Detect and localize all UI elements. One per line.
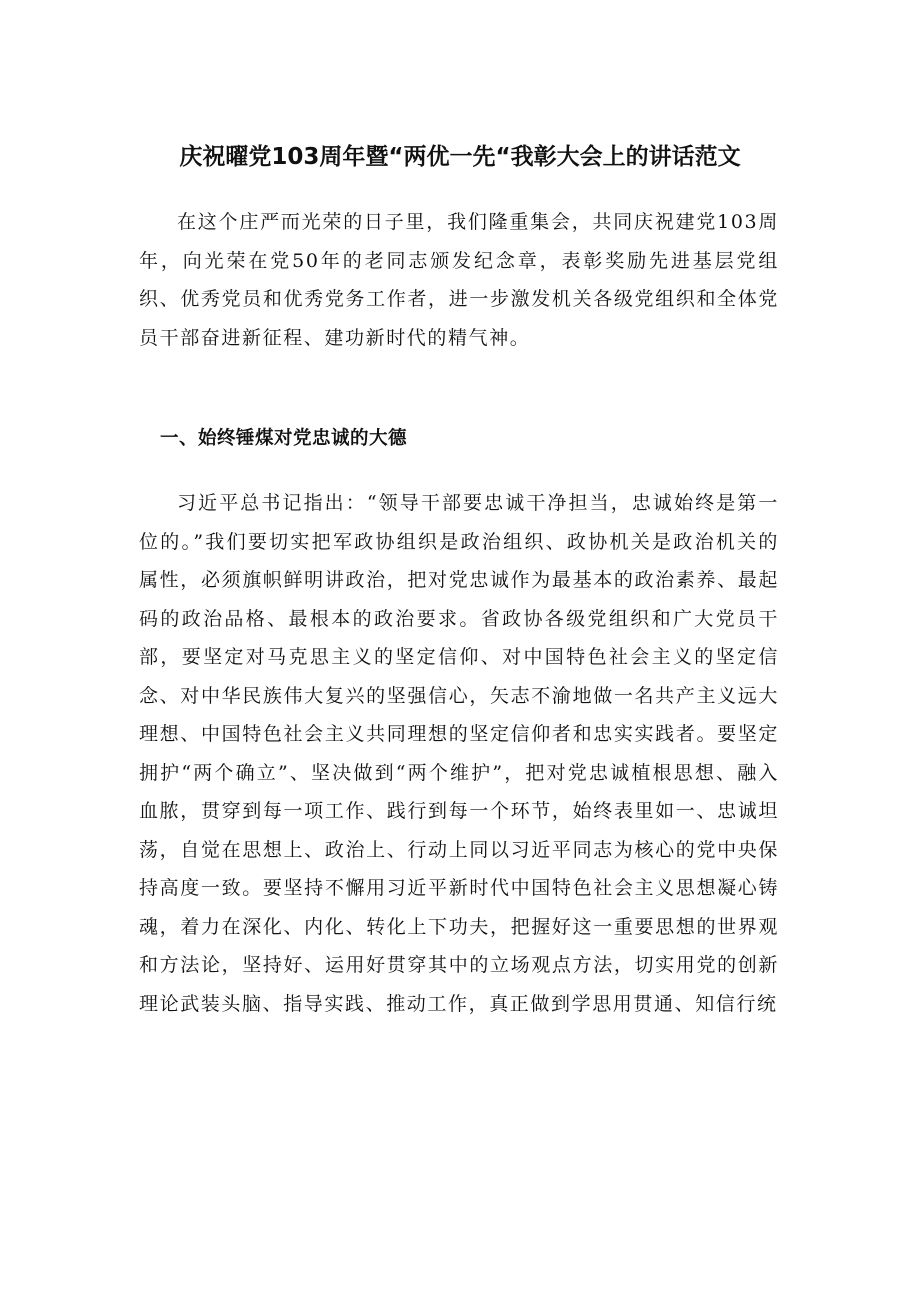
document-title: 庆祝曜党103周年暨“两优一先“我彰大会上的讲话范文 [179,144,741,170]
body-paragraph: 习近平总书记指出：“领导干部要忠诚干净担当，忠诚始终是第一位的。”我们要切实把军政协组织是政治组织、政协机关是政治机关的属性，必须旗帜鲜明讲政治，把对党忠诚作为最基本的政治素养、最起码的政治品格、最根本的政治要求。省政协各级党组织和广大党员干部，要坚定对马克思主义的坚定信仰、对中国特色社会主义的坚定信念、对中华民族伟大复兴的坚强信心，矢志不渝地做一名共产主义远大理想、中国特色社会主义共同理想的坚定信仰者和忠实实践者。要坚定拥护“两个确立”、坚决做到“两个维护”，把对党忠诚植根思想、融入血脓，贯穿到每一项工作、践行到每一个环节，始终表里如一、忠诚坦荡，自觉在思想上、政治上、行动上同以习近平同志为核心的党中央保持高度一致。要坚持不懈用习近平新时代中国特色社会主义思想凝心铸魂，着力在深化、内化、转化上下功夫，把握好这一重要思想的世界观和方法论，坚持好、运用好贯穿其中的立场观点方法，切实用党的创新理论武装头脑、指导实践、推动工作，真正做到学思用贯通、知信行统 [139,492,779,1015]
section-heading: 一、始终锤煤对党忠诚的大德 [160,428,408,449]
intro-paragraph: 在这个庄严而光荣的日子里，我们隆重集会，共同庆祝建党103周年，向光荣在党50年的老同志颁发纪念章，表彰奖励先进基层党组织、优秀党员和优秀党务工作者，进一步激发机关各级党组织和全体党员干部奋进新征程、建功新时代的精气神。 [139,211,779,349]
